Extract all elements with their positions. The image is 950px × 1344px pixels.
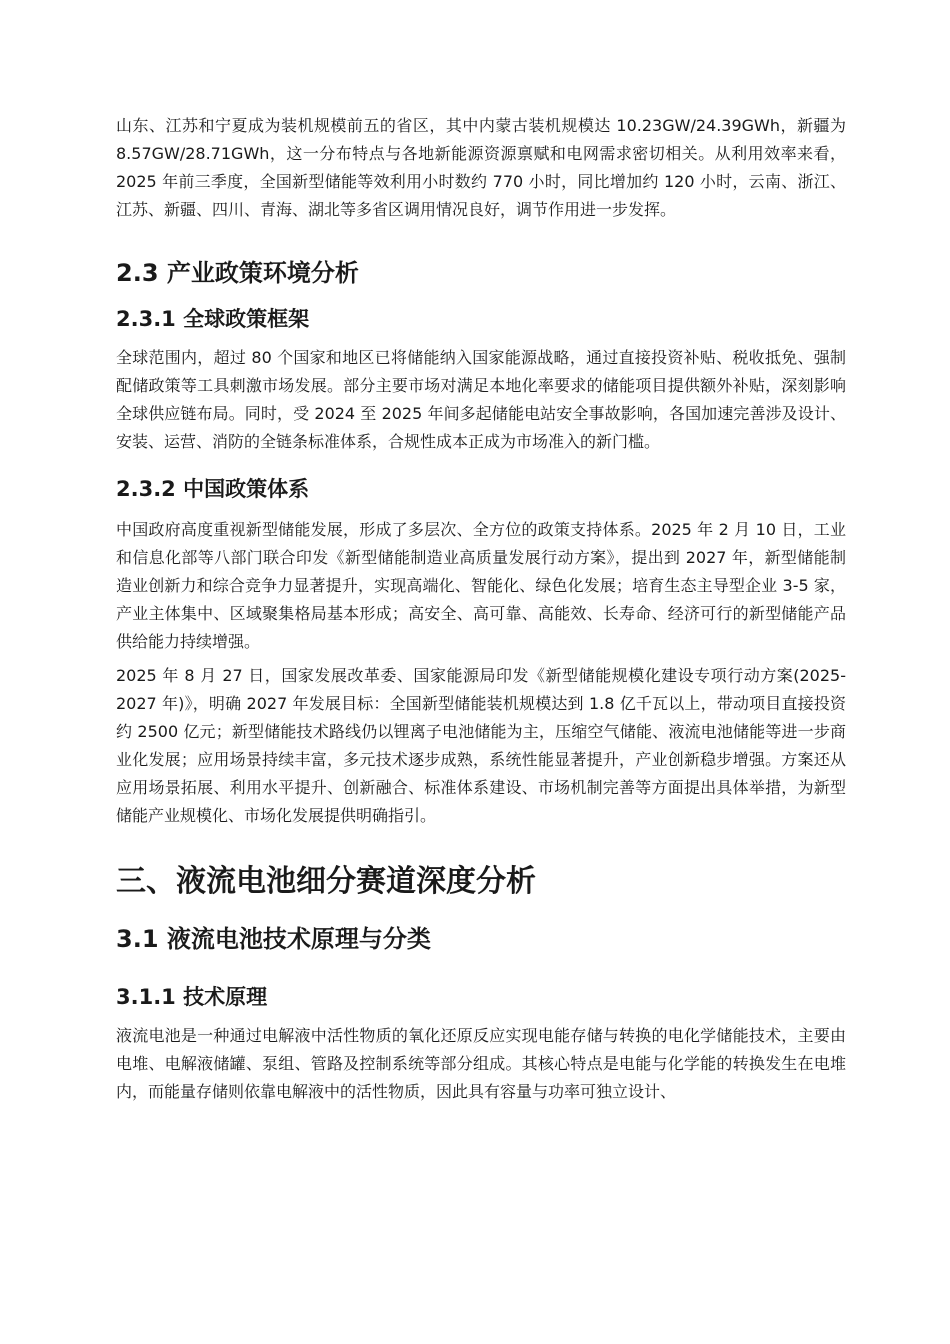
heading-2-3-2: 2.3.2 中国政策体系 (116, 477, 310, 501)
paragraph-global-policy: 全球范围内，超过 80 个国家和地区已将储能纳入国家能源战略，通过直接投资补贴、税收抵免、强制配储政策等工具刺激市场发展。部分主要市场对满足本地化率要求的储能项目提供额外补贴，深刻影响全球供应链布局。同时，受 2024 至 2025 年间多起储能电站安全事故影响，各国加速完善涉及设计、安装、运营、消防的全链条标准体系，合规性成本正成为市场准入的新门槛。 (116, 348, 846, 451)
heading-2-3: 2.3 产业政策环境分析 (116, 259, 359, 287)
heading-3-1-1: 3.1.1 技术原理 (116, 985, 268, 1009)
paragraph-china-policy-2: 2025 年 8 月 27 日，国家发展改革委、国家能源局印发《新型储能规模化建设专项行动方案(2025-2027 年)》，明确 2027 年发展目标：全国新型储能装机规模达到 1.8 亿千瓦以上，带动项目直接投资约 2500 亿元；新型储能技术路线仍以锂离子电池储能为主，压缩空气储能、液流电池储能等进一步商业化发展；应用场景持续丰富，多元技术逐步成熟，系统性能显著提升，产业创新稳步增强。方案还从应用场景拓展、利用水平提升、创新融合、标准体系建设、市场机制完善等方面提出具体举措，为新型储能产业规模化、市场化发展提供明确指引。 (116, 666, 846, 825)
heading-3-1: 3.1 液流电池技术原理与分类 (116, 925, 431, 953)
heading-chapter-3: 三、液流电池细分赛道深度分析 (116, 864, 536, 899)
heading-2-3-1: 2.3.1 全球政策框架 (116, 307, 310, 331)
paragraph-flow-battery-principle: 液流电池是一种通过电解液中活性物质的氧化还原反应实现电能存储与转换的电化学储能技术，主要由电堆、电解液储罐、泵组、管路及控制系统等部分组成。其核心特点是电能与化学能的转换发生在电堆内，而能量存储则依靠电解液中的活性物质，因此具有容量与功率可独立设计、 (116, 1026, 846, 1101)
paragraph-storage-distribution: 山东、江苏和宁夏成为装机规模前五的省区，其中内蒙古装机规模达 10.23GW/24.39GWh，新疆为 8.57GW/28.71GWh，这一分布特点与各地新能源资源禀赋和电网需求密切相关。从利用效率来看，2025 年前三季度，全国新型储能等效利用小时数约 770 小时，同比增加约 120 小时，云南、浙江、江苏、新疆、四川、青海、湖北等多省区调用情况良好，调节作用进一步发挥。 (116, 116, 846, 219)
paragraph-china-policy-1: 中国政府高度重视新型储能发展，形成了多层次、全方位的政策支持体系。2025 年 2 月 10 日，工业和信息化部等八部门联合印发《新型储能制造业高质量发展行动方案》，提出到 2027 年，新型储能制造业创新力和综合竞争力显著提升，实现高端化、智能化、绿色化发展；培育生态主导型企业 3-5 家，产业主体集中、区域聚集格局基本形成；高安全、高可靠、高能效、长寿命、经济可行的新型储能产品供给能力持续增强。 (116, 520, 846, 651)
document-page (116, 112, 846, 1106)
